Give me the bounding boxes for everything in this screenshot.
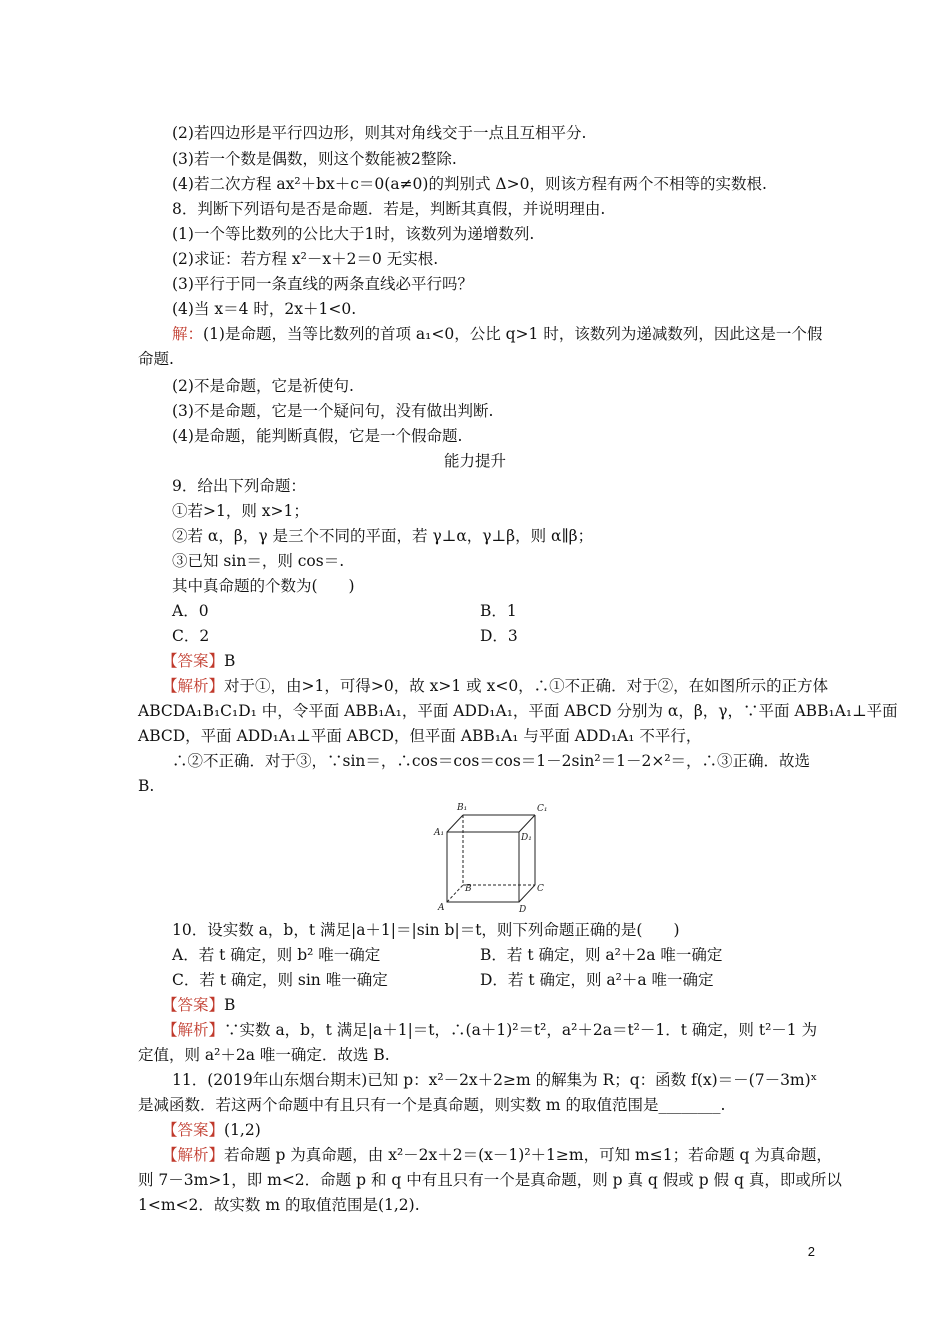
text-line: ABCDA₁B₁C₁D₁ 中，令平面 ABB₁A₁，平面 ADD₁A₁，平面 ABCD 分别为 α，β，γ，∵平面 ABB₁A₁⊥平面	[138, 702, 898, 720]
option-c: C．若 t 确定，则 sin 唯一确定	[172, 971, 388, 989]
answer-value: B	[224, 996, 236, 1014]
text-line: (2)若四边形是平行四边形，则其对角线交于一点且互相平分.	[172, 124, 587, 142]
text-line: (2)求证：若方程 x²－x＋2＝0 无实根.	[172, 250, 439, 268]
answer-value: B	[224, 652, 236, 670]
option-b: B．1	[480, 602, 517, 620]
answer-line	[162, 1120, 261, 1140]
label-c: C	[537, 884, 544, 894]
question-9: 9．给出下列命题：	[172, 477, 306, 495]
option-b: B．若 t 确定，则 a²＋2a 唯一确定	[480, 946, 723, 964]
analysis-line	[162, 1020, 817, 1040]
text-line: (2)不是命题，它是祈使句.	[172, 377, 354, 395]
answer-label: 【答案】	[162, 652, 225, 670]
solution-label: 解：	[172, 325, 204, 343]
answer-value: (1,2)	[224, 1121, 261, 1139]
label-a: A	[438, 903, 445, 913]
text-line: (4)若二次方程 ax²＋bx＋c＝0(a≠0)的判别式 Δ>0，则该方程有两个不相等的实数根.	[172, 175, 767, 193]
text-line: ABCD，平面 ADD₁A₁⊥平面 ABCD，但平面 ABB₁A₁ 与平面 ADD₁A₁ 不平行，	[138, 727, 702, 745]
option-d: D．若 t 确定，则 a²＋a 唯一确定	[480, 971, 714, 989]
analysis-line	[162, 676, 828, 696]
analysis-text: 对于①，由>1，可得>0，故 x>1 或 x<0，∴①不正确．对于②，在如图所示的正方体	[224, 677, 829, 695]
text-line: 1<m<2．故实数 m 的取值范围是(1,2).	[138, 1196, 420, 1214]
text-line: (1)一个等比数列的公比大于1时，该数列为递增数列.	[172, 225, 535, 243]
answer-label: 【答案】	[162, 1121, 225, 1139]
question-10: 10．设实数 a，b，t 满足|a＋1|＝|sin b|＝t，则下列命题正确的是( )	[172, 921, 680, 939]
text-line: 定值，则 a²＋2a 唯一确定．故选 B.	[138, 1046, 390, 1064]
label-a1: A₁	[434, 828, 445, 838]
cube-front-face	[447, 832, 519, 902]
question-11: 11．(2019年山东烟台期末)已知 p：x²－2x＋2≥m 的解集为 R；q：函数 f(x)＝－(7－3m)ˣ	[172, 1071, 818, 1089]
text-line: ∴②不正确．对于③，∵sin＝，∴cos＝cos＝cos＝1－2sin²＝1－2×²＝，∴③正确．故选	[172, 752, 811, 770]
text-line: 是减函数．若这两个命题中有且只有一个是真命题，则实数 m 的取值范围是________.	[138, 1096, 726, 1114]
option-d: D．3	[480, 627, 518, 645]
option-a: A．若 t 确定，则 b² 唯一确定	[172, 946, 381, 964]
text-line: 则 7－3m>1，即 m<2．命题 p 和 q 中有且只有一个是真命题，则 p 真 q 假或 p 假 q 真，即或所以	[138, 1171, 842, 1189]
page-number: 2	[807, 1244, 815, 1259]
text-line: (4)当 x＝4 时，2x＋1<0.	[172, 300, 357, 318]
solution-text: (1)是命题，当等比数列的首项 a₁<0，公比 q>1 时，该数列为递减数列，因此这是一个假	[203, 325, 823, 343]
text-line: (3)平行于同一条直线的两条直线必平行吗？	[172, 275, 473, 293]
answer-line	[162, 995, 235, 1015]
answer-label: 【答案】	[162, 996, 225, 1014]
text-line: (4)是命题，能判断真假，它是一个假命题.	[172, 427, 463, 445]
text-line: ③已知 sin＝，则 cos＝.	[172, 552, 345, 570]
label-c1: C₁	[537, 804, 548, 814]
text-line: 其中真命题的个数为( )	[172, 577, 355, 595]
text-line: B.	[138, 777, 155, 795]
text-line: 命题.	[138, 350, 174, 368]
option-a: A．0	[172, 602, 209, 620]
text-line: ①若>1，则 x>1；	[172, 502, 309, 520]
label-d: D	[519, 905, 527, 915]
question-8: 8．判断下列语句是否是命题．若是，判断其真假，并说明理由.	[172, 200, 606, 218]
label-d1: D₁	[521, 833, 532, 843]
analysis-text: 若命题 p 为真命题，由 x²－2x＋2＝(x－1)²＋1≥m，可知 m≤1；若命题 q 为真命题，	[224, 1146, 832, 1164]
analysis-label: 【解析】	[162, 1146, 225, 1164]
label-b: B	[465, 884, 472, 894]
solution-line	[172, 324, 822, 344]
text-line: (3)不是命题，它是一个疑问句，没有做出判断.	[172, 402, 494, 420]
text-line: ②若 α，β，γ 是三个不同的平面，若 γ⊥α，γ⊥β，则 α∥β；	[172, 527, 594, 545]
answer-line	[162, 651, 235, 671]
analysis-label: 【解析】	[162, 1021, 225, 1039]
cube-figure	[425, 800, 555, 915]
analysis-text: ∵实数 a，b，t 满足|a＋1|＝t，∴(a＋1)²＝t²，a²＋2a＝t²－1．t 确定，则 t²－1 为	[224, 1021, 818, 1039]
option-c: C．2	[172, 627, 210, 645]
text-line: (3)若一个数是偶数，则这个数能被2整除.	[172, 150, 457, 168]
analysis-line	[162, 1145, 832, 1165]
section-title: 能力提升	[443, 452, 506, 470]
label-b1: B₁	[457, 803, 468, 813]
analysis-label: 【解析】	[162, 677, 225, 695]
